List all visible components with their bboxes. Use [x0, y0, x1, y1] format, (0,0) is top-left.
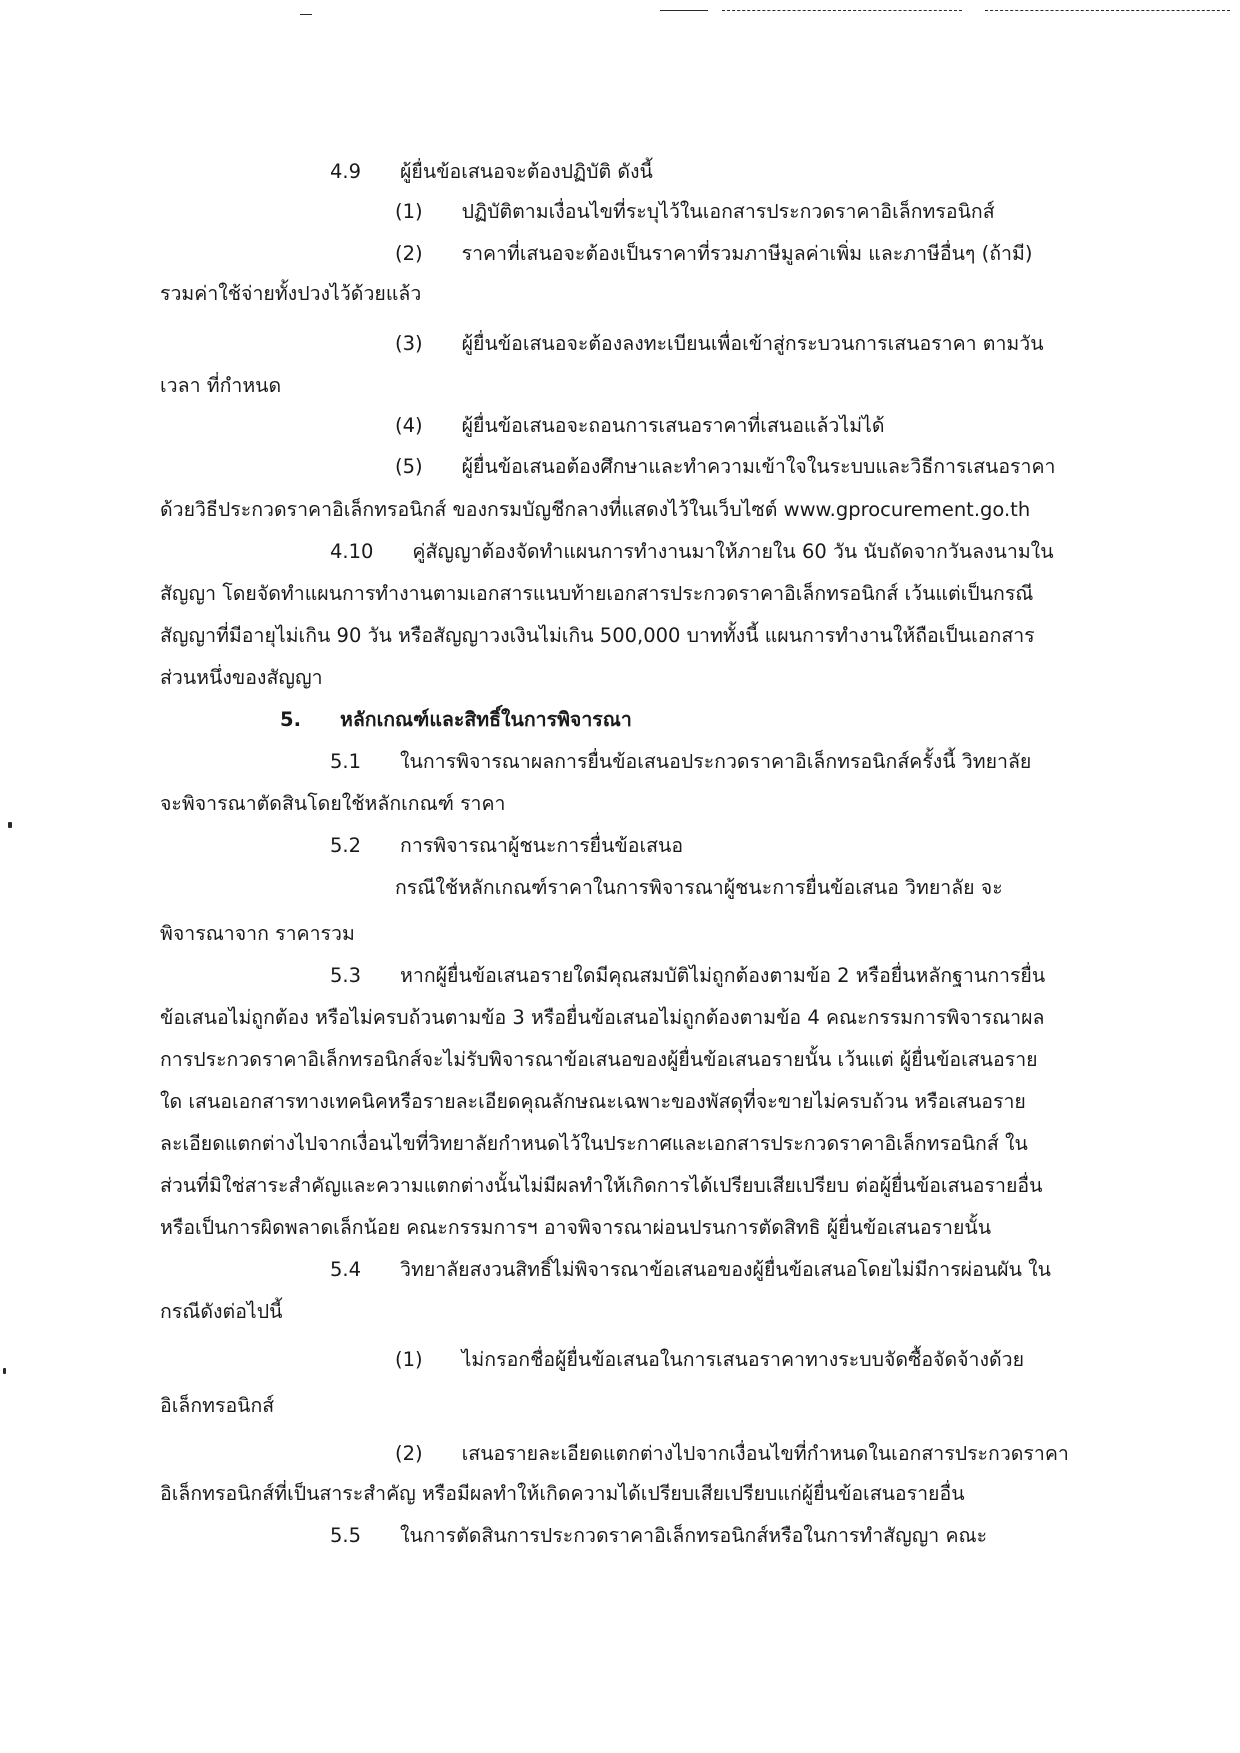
section-4-10-line-4: ส่วนหนึ่งของสัญญา: [160, 666, 323, 689]
section-4-10-line-3: สัญญาที่มีอายุไม่เกิน 90 วัน หรือสัญญาวงเงินไม่เกิน 500,000 บาททั้งนี้ แผนการทำงานให้ถือเป็นเอกสาร: [160, 624, 1035, 647]
section-5-3-line-6: ส่วนที่มิใช่สาระสำคัญและความแตกต่างนั้นไม่มีผลทำให้เกิดการได้เปรียบเสียเปรียบ ต่อผู้ยื่นข้อเสนอรายอื่น: [160, 1174, 1043, 1197]
scan-speck: [8, 822, 12, 828]
scan-top-rule-3: [985, 10, 1230, 11]
item-4-text: (4) ผู้ยื่นข้อเสนอจะถอนการเสนอราคาที่เสนอแล้วไม่ได้: [395, 414, 885, 437]
item-5-text: (5) ผู้ยื่นข้อเสนอต้องศึกษาและทำความเข้าใจในระบบและวิธีการเสนอราคา: [395, 455, 1056, 478]
section-4-9-heading: 4.9 ผู้ยื่นข้อเสนอจะต้องปฏิบัติ ดังนี้: [330, 160, 653, 183]
item-2-text: (2) ราคาที่เสนอจะต้องเป็นราคาที่รวมภาษีมูลค่าเพิ่ม และภาษีอื่นๆ (ถ้ามี): [395, 242, 1033, 265]
item-3-text: (3) ผู้ยื่นข้อเสนอจะต้องลงทะเบียนเพื่อเข้าสู่กระบวนการเสนอราคา ตามวัน: [395, 332, 1044, 355]
section-5-1-text: 5.1 ในการพิจารณาผลการยื่นข้อเสนอประกวดราคาอิเล็กทรอนิกส์ครั้งนี้ วิทยาลัย: [330, 750, 1032, 773]
section-5-4-text: 5.4 วิทยาลัยสงวนสิทธิ์ไม่พิจารณาข้อเสนอของผู้ยื่นข้อเสนอโดยไม่มีการผ่อนผัน ใน: [330, 1258, 1051, 1281]
section-5-4-continuation: กรณีดังต่อไปนี้: [160, 1300, 283, 1323]
section-5-1-continuation: จะพิจารณาตัดสินโดยใช้หลักเกณฑ์ ราคา: [160, 792, 506, 815]
section-5-2-continuation: พิจารณาจาก ราคารวม: [160, 922, 355, 945]
section-5-4-item-2: (2) เสนอรายละเอียดแตกต่างไปจากเงื่อนไขที่กำหนดในเอกสารประกวดราคา: [395, 1442, 1069, 1465]
section-5-4-item-2-continuation: อิเล็กทรอนิกส์ที่เป็นสาระสำคัญ หรือมีผลทำให้เกิดความได้เปรียบเสียเปรียบแก่ผู้ยื่นข้อเสนอรายอื่น: [160, 1482, 965, 1505]
section-5-5-text: 5.5 ในการตัดสินการประกวดราคาอิเล็กทรอนิกส์หรือในการทำสัญญา คณะ: [330, 1524, 988, 1547]
section-5-4-item-1: (1) ไม่กรอกชื่อผู้ยื่นข้อเสนอในการเสนอราคาทางระบบจัดซื้อจัดจ้างด้วย: [395, 1348, 1025, 1371]
section-5-3-line-2: ข้อเสนอไม่ถูกต้อง หรือไม่ครบถ้วนตามข้อ 3 หรือยื่นข้อเสนอไม่ถูกต้องตามข้อ 4 คณะกรรมการพิจารณาผล: [160, 1006, 1045, 1029]
section-5-3-line-3: การประกวดราคาอิเล็กทรอนิกส์จะไม่รับพิจารณาข้อเสนอของผู้ยื่นข้อเสนอรายนั้น เว้นแต่ ผู้ยื่นข้อเสนอราย: [160, 1048, 1038, 1071]
section-5-2-heading: 5.2 การพิจารณาผู้ชนะการยื่นข้อเสนอ: [330, 834, 684, 857]
section-5-3-line-5: ละเอียดแตกต่างไปจากเงื่อนไขที่วิทยาลัยกำหนดไว้ในประกาศและเอกสารประกวดราคาอิเล็กทรอนิกส์ ใน: [160, 1132, 1028, 1155]
item-1-text: (1) ปฏิบัติตามเงื่อนไขที่ระบุไว้ในเอกสารประกวดราคาอิเล็กทรอนิกส์: [395, 200, 995, 223]
item-3-continuation: เวลา ที่กำหนด: [160, 374, 282, 397]
item-5-continuation: ด้วยวิธีประกวดราคาอิเล็กทรอนิกส์ ของกรมบัญชีกลางที่แสดงไว้ในเว็บไซต์ www.gprocurement.go.th: [160, 498, 1031, 521]
section-5-heading: 5. หลักเกณฑ์และสิทธิ์ในการพิจารณา: [280, 708, 632, 731]
item-2-continuation: รวมค่าใช้จ่ายทั้งปวงไว้ด้วยแล้ว: [160, 282, 422, 305]
section-5-3-text: 5.3 หากผู้ยื่นข้อเสนอรายใดมีคุณสมบัติไม่ถูกต้องตามข้อ 2 หรือยื่นหลักฐานการยื่น: [330, 964, 1046, 987]
section-5-4-item-1-continuation: อิเล็กทรอนิกส์: [160, 1394, 275, 1417]
section-5-3-line-4: ใด เสนอเอกสารทางเทคนิคหรือรายละเอียดคุณลักษณะเฉพาะของพัสดุที่จะขายไม่ครบถ้วน หรือเสนอราย: [160, 1090, 1026, 1113]
scan-top-rule-2: [722, 10, 962, 11]
scan-top-rule-4: [300, 14, 312, 15]
scan-top-rule-1: [660, 10, 708, 11]
section-5-3-line-7: หรือเป็นการผิดพลาดเล็กน้อย คณะกรรมการฯ อาจพิจารณาผ่อนปรนการตัดสิทธิ ผู้ยื่นข้อเสนอรายนั้น: [160, 1216, 992, 1239]
section-4-10-text: 4.10 คู่สัญญาต้องจัดทำแผนการทำงานมาให้ภายใน 60 วัน นับถัดจากวันลงนามใน: [330, 540, 1054, 563]
section-4-10-line-2: สัญญา โดยจัดทำแผนการทำงานตามเอกสารแนบท้ายเอกสารประกวดราคาอิเล็กทรอนิกส์ เว้นแต่เป็นกรณี: [160, 582, 1034, 605]
section-5-2-text: กรณีใช้หลักเกณฑ์ราคาในการพิจารณาผู้ชนะการยื่นข้อเสนอ วิทยาลัย จะ: [395, 876, 1003, 899]
